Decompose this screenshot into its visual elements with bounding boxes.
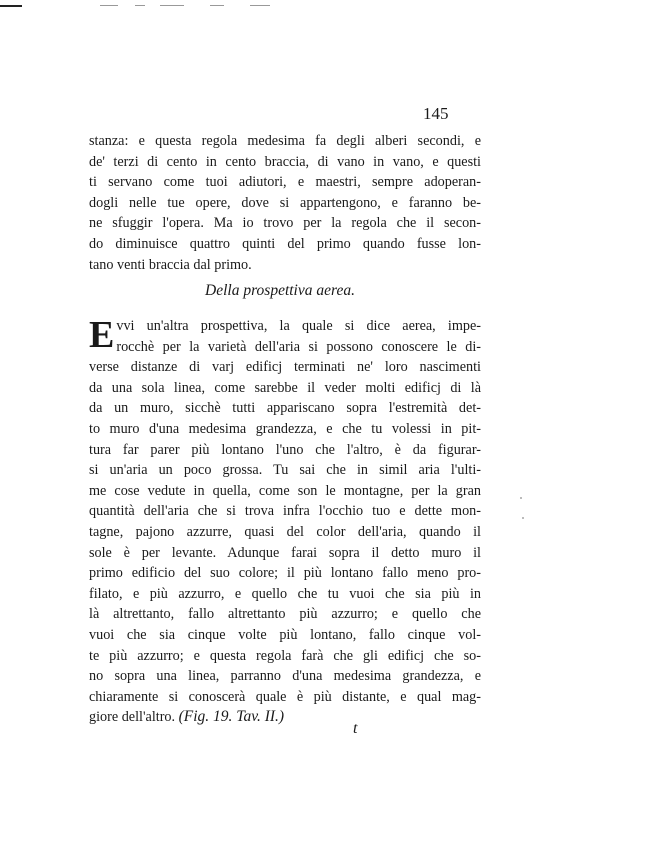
text-line: tano venti braccia dal primo.	[89, 256, 252, 273]
scan-mark	[160, 5, 184, 6]
text-line: ne sfuggir l'opera. Ma io trovo per la regola che il secon-	[89, 215, 481, 232]
text-line: chiaramente si conoscerà quale è più distante, e qual mag-	[89, 688, 481, 705]
text-line: verse distanze di varj edificj terminati ne' loro nascimenti	[89, 359, 481, 376]
text-line: no sopra una linea, parranno d'una medesima grandezza, e	[89, 668, 481, 685]
text-line: filato, e più azzurro, e quello che tu vuoi che sia più in	[89, 585, 481, 602]
scan-mark	[210, 5, 224, 6]
text-line: vvi un'altra prospettiva, la quale si dice aerea, impe-	[116, 318, 481, 334]
text-line: me cose vedute in quella, come son le montagne, per la gran	[89, 482, 481, 499]
text-line: tura far parer più lontano l'uno che l'altro, è da figurar-	[89, 441, 481, 458]
text-line: dogli nelle tue opere, dove si appartengono, e faranno be-	[89, 194, 481, 211]
last-line	[89, 707, 481, 728]
scan-mark	[135, 5, 145, 6]
text-line: to muro d'una medesima grandezza, e che tu volessi in pit-	[89, 420, 481, 437]
text-line: da un muro, sicchè tutti appariscano sopra l'estremità det-	[89, 400, 481, 417]
text-line: do diminuisce quattro quinti del primo quando fusse lon-	[89, 235, 481, 252]
text-line: sole è per levante. Adunque farai sopra il detto muro il	[89, 544, 481, 561]
page-number: 145	[423, 104, 449, 123]
signature-mark: t	[353, 720, 358, 737]
text-line: ti servano come tuoi adiutori, e maestri, sempre adoperan-	[89, 174, 481, 191]
text-line: de' terzi di cento in cento braccia, di vano in vano, e questi	[89, 153, 481, 170]
text-line: rocchè per la varietà dell'aria si possono conoscere le di-	[116, 338, 481, 355]
corner-rule	[0, 5, 22, 7]
text-line: primo edificio del suo colore; il più lontano fallo meno pro-	[89, 565, 481, 582]
text-line: là altrettanto, fallo altrettanto più azzurro; e quello che	[89, 606, 481, 623]
last-line-text: giore dell'altro.	[89, 709, 179, 726]
scan-speck	[522, 517, 524, 519]
text-line: quantità dell'aria che si trova infra l'occhio tuo e dette mon-	[89, 503, 481, 520]
text-line: stanza: e questa regola medesima fa degli alberi secondi, e	[89, 133, 481, 149]
scan-mark	[100, 5, 118, 6]
scan-speck	[520, 497, 522, 499]
figure-reference: (Fig. 19. Tav. II.)	[178, 708, 285, 726]
section-heading: Della prospettiva aerea.	[205, 282, 355, 299]
scan-mark	[250, 5, 270, 6]
section-paragraph	[89, 316, 481, 728]
text-line: tagne, pajono azzurre, quasi del color dell'aria, quando il	[89, 523, 481, 540]
top-paragraph	[89, 131, 481, 275]
text-line: si un'aria un poco grossa. Tu sai che in simil aria l'ulti-	[89, 462, 481, 479]
text-line: te più azzurro; e questa regola farà che gli edificj che so-	[89, 647, 481, 664]
drop-cap: E	[89, 314, 115, 356]
text-line: vuoi che sia cinque volte più lontano, fallo cinque vol-	[89, 626, 481, 643]
text-line: da una sola linea, come sarebbe il veder molti edificj di là	[89, 379, 481, 396]
